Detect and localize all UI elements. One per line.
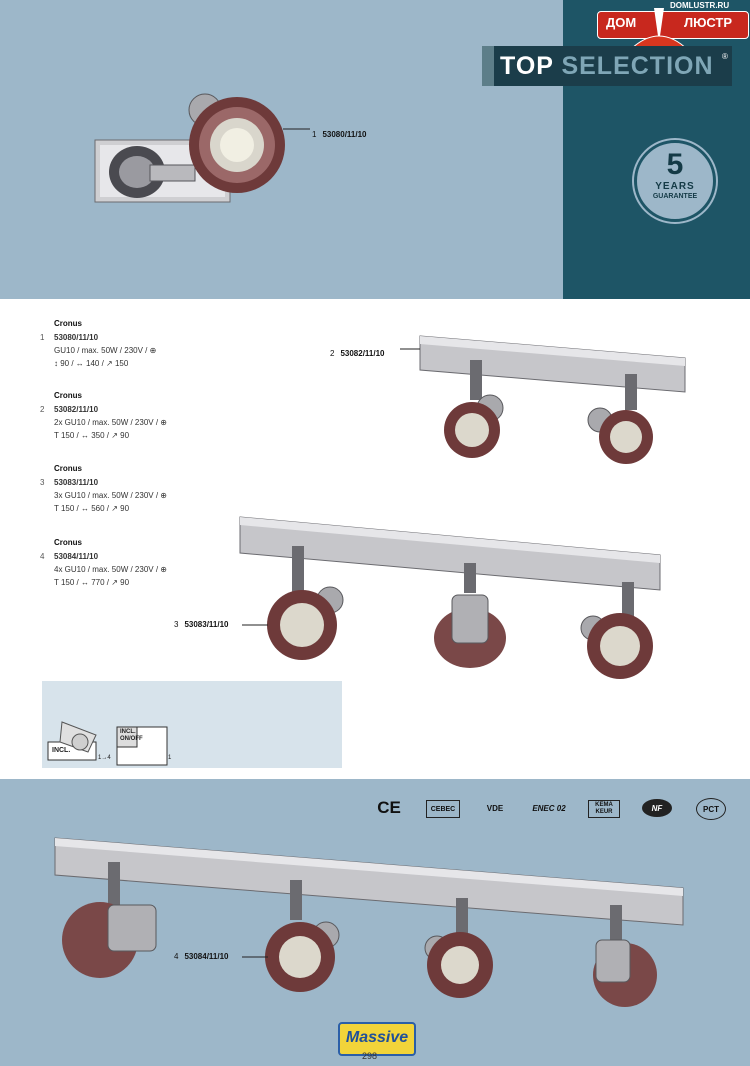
product-dims: T 150 / ↔ 560 / ↗ 90	[54, 504, 130, 513]
fixture-4-image	[55, 838, 683, 1007]
product-dims: T 150 / ↔ 770 / ↗ 90	[54, 578, 130, 587]
guarantee-number: 5	[666, 148, 684, 181]
product-code: 53080/11/10	[54, 333, 99, 342]
product-index: 2	[40, 405, 45, 414]
page-number: 298	[362, 1051, 378, 1061]
spec-block-2	[40, 389, 167, 442]
fixture-3-index: 3	[174, 620, 179, 629]
site-name[interactable]: DOMLUSTR.RU	[670, 1, 730, 10]
product-dims: ↕ 90 / ↔ 140 / ↗ 150	[54, 359, 129, 368]
guarantee-label: GUARANTEE	[652, 193, 698, 200]
brand-logo-right: ЛЮСТР	[684, 15, 733, 30]
product-code: 53084/11/10	[54, 552, 99, 561]
fixture-4-index: 4	[174, 952, 179, 961]
vde-mark-icon: VDE	[486, 803, 504, 813]
ce-mark-icon: CE	[377, 798, 401, 817]
fixture-2-index: 2	[330, 349, 335, 358]
brand-logo-left: ДОМ	[606, 15, 637, 30]
product-code: 53083/11/10	[54, 478, 99, 487]
product-name: Cronus	[54, 538, 82, 547]
fixture-4-label	[174, 946, 229, 964]
guarantee-years: YEARS	[655, 181, 695, 192]
product-index: 3	[40, 478, 45, 487]
hero-code-label	[312, 124, 367, 142]
product-spec: 4x GU10 / max. 50W / 230V / ⊕	[54, 565, 167, 574]
pct-mark-icon: PCT	[696, 798, 726, 820]
bulb-included-label: INCL.	[52, 747, 71, 754]
registered-mark: ®	[722, 52, 728, 61]
spec-block-4	[40, 536, 167, 589]
fixture-2-image	[420, 336, 685, 464]
fixture-2-code: 53082/11/10	[340, 349, 385, 358]
spec-block-3	[40, 462, 167, 515]
bulb-range: 1→4	[98, 755, 111, 761]
hero-spotlight-image	[95, 94, 285, 202]
product-dims: T 150 / ↔ 350 / ↗ 90	[54, 431, 130, 440]
spec-block-1	[40, 317, 156, 370]
fixture-4-code: 53084/11/10	[184, 952, 229, 961]
fixture-3-image	[240, 517, 660, 679]
switch-range: 1	[168, 755, 172, 761]
kema-keur-mark-icon: KEMA KEUR	[588, 800, 620, 818]
cebec-mark-icon: CEBEC	[426, 800, 460, 818]
fixture-3-label	[174, 614, 229, 632]
product-index: 1	[40, 333, 45, 342]
fixture-2-label	[330, 343, 385, 361]
product-code: 53082/11/10	[54, 405, 99, 414]
product-spec: GU10 / max. 50W / 230V / ⊕	[54, 346, 157, 355]
massive-logo-text: Massive	[345, 1029, 409, 1046]
badge-selection: SELECTION	[561, 52, 714, 80]
hero-code: 53080/11/10	[322, 130, 367, 139]
fixture-3-code: 53083/11/10	[184, 620, 229, 629]
top-selection-accent	[482, 46, 494, 86]
badge-top: TOP	[500, 52, 554, 80]
nf-mark-icon: NF	[642, 799, 672, 817]
product-index: 4	[40, 552, 45, 561]
product-spec: 2x GU10 / max. 50W / 230V / ⊕	[54, 418, 167, 427]
product-name: Cronus	[54, 464, 82, 473]
product-name: Cronus	[54, 319, 82, 328]
product-name: Cronus	[54, 391, 82, 400]
top-selection-title	[500, 52, 714, 81]
guarantee-seal	[634, 140, 716, 222]
hero-index: 1	[312, 130, 317, 139]
switch-included-label: INCL. ON/OFF	[120, 729, 143, 742]
product-spec: 3x GU10 / max. 50W / 230V / ⊕	[54, 491, 167, 500]
enec-mark-icon: ENEC 02	[532, 803, 566, 813]
